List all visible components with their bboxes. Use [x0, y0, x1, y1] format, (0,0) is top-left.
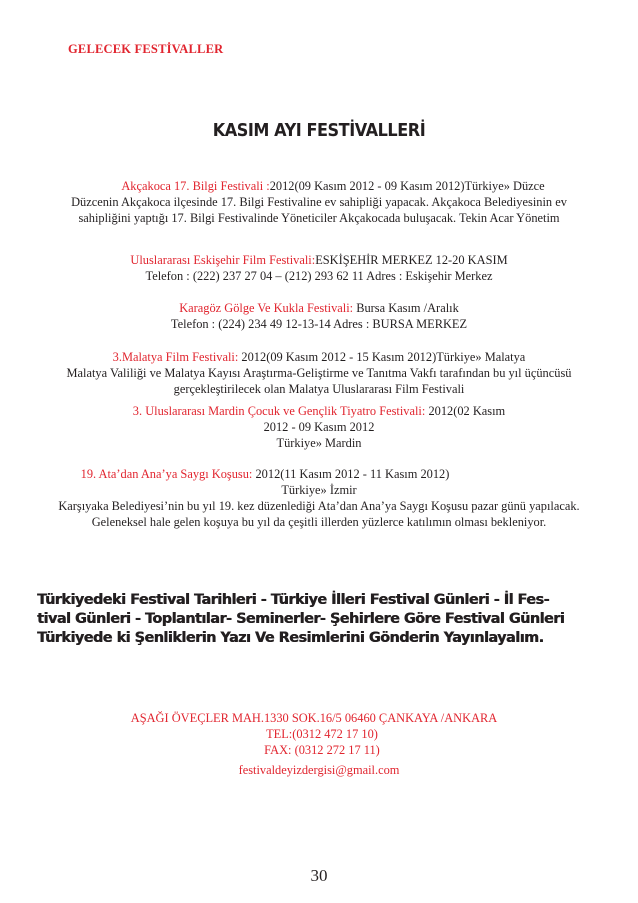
- festival-description: Geleneksel hale gelen koşuya bu yıl da çeşitli illerden yüzlerce katılımın olması bekleniyor.: [91, 515, 547, 529]
- festival-description: Düzcenin Akçakoca ilçesinde 17. Bilgi Festivaline ev sahipliği yapacak. Akçakoca Belediyesinin ev: [71, 195, 567, 209]
- festival-description: Karşıyaka Belediyesi’nin bu yıl 19. kez düzenlediği Ata’dan Ana’ya Saygı Koşusu pazar günü yapılacak.: [58, 499, 580, 513]
- festival-dates: ESKİŞEHİR MERKEZ 12-20 KASIM: [315, 253, 508, 267]
- festival-name: Akçakoca 17. Bilgi Festivali: [121, 179, 264, 193]
- festival-name: Uluslararası Eskişehir Film Festivali:: [130, 253, 316, 267]
- festival-name: 3. Uluslararası Mardin Çocuk ve Gençlik Tiyatro Festivali:: [132, 404, 426, 418]
- banner-line: Türkiyedeki Festival Tarihleri - Türkiye İlleri Festival Günleri - İl Fes-: [37, 592, 549, 608]
- festival-name: Karagöz Gölge Ve Kukla Festivali:: [179, 301, 354, 315]
- festival-separator: :: [263, 179, 270, 193]
- festival-description: sahipliğini yaptığı 17. Bilgi Festivalinde Yöneticiler Akçakocada buluşacak. Tekin Acar Yönetim: [78, 211, 560, 225]
- page-title: KASIM AYI FESTİVALLERİ: [212, 121, 426, 141]
- festival-contact: Telefon : (224) 234 49 12-13-14 Adres : BURSA MERKEZ: [170, 317, 468, 331]
- contact-address: AŞAĞI ÖVEÇLER MAH.1330 SOK.16/5 06460 ÇANKAYA /ANKARA: [130, 711, 498, 725]
- section-header: GELECEK FESTİVALLER: [68, 42, 224, 56]
- banner-line: tival Günleri - Toplantılar- Seminerler- Şehirlere Göre Festival Günleri: [37, 611, 565, 627]
- festival-dates: 2012(09 Kasım 2012 - 15 Kasım 2012)Türkiye» Malatya: [241, 350, 526, 364]
- festival-description: gerçekleştirilecek olan Malatya Uluslararası Film Festivali: [173, 382, 465, 396]
- festival-name: 19. Ata’dan Ana’ya Saygı Koşusu:: [80, 467, 253, 481]
- contact-fax: FAX: (0312 272 17 11): [264, 743, 380, 757]
- festival-description: Malatya Valiliği ve Malatya Kayısı Araştırma-Geliştirme ve Tanıtma Vakfı tarafından bu yıl üçüncüsü: [66, 366, 572, 380]
- festival-dates: 2012(09 Kasım 2012 - 09 Kasım 2012)Türkiye» Düzce: [269, 179, 545, 193]
- contact-phone: TEL:(0312 472 17 10): [266, 727, 378, 741]
- festival-name: 3.Malatya Film Festivali:: [112, 350, 239, 364]
- festival-location: Türkiye» Mardin: [276, 436, 362, 450]
- festival-dates: 2012(02 Kasım: [428, 404, 506, 418]
- festival-dates: 2012(11 Kasım 2012 - 11 Kasım 2012): [255, 467, 450, 481]
- festival-contact: Telefon : (222) 237 27 04 – (212) 293 62 11 Adres : Eskişehir Merkez: [145, 269, 493, 283]
- festival-location: Türkiye» İzmir: [281, 483, 357, 497]
- contact-email[interactable]: festivaldeyizdergisi@gmail.com: [238, 763, 400, 777]
- festival-dates: 2012 - 09 Kasım 2012: [263, 420, 375, 434]
- banner-line: Türkiyede ki Şenliklerin Yazı Ve Resimlerini Gönderin Yayınlayalım.: [37, 630, 544, 646]
- festival-dates: Bursa Kasım /Aralık: [356, 301, 459, 315]
- page-number: 30: [310, 866, 328, 885]
